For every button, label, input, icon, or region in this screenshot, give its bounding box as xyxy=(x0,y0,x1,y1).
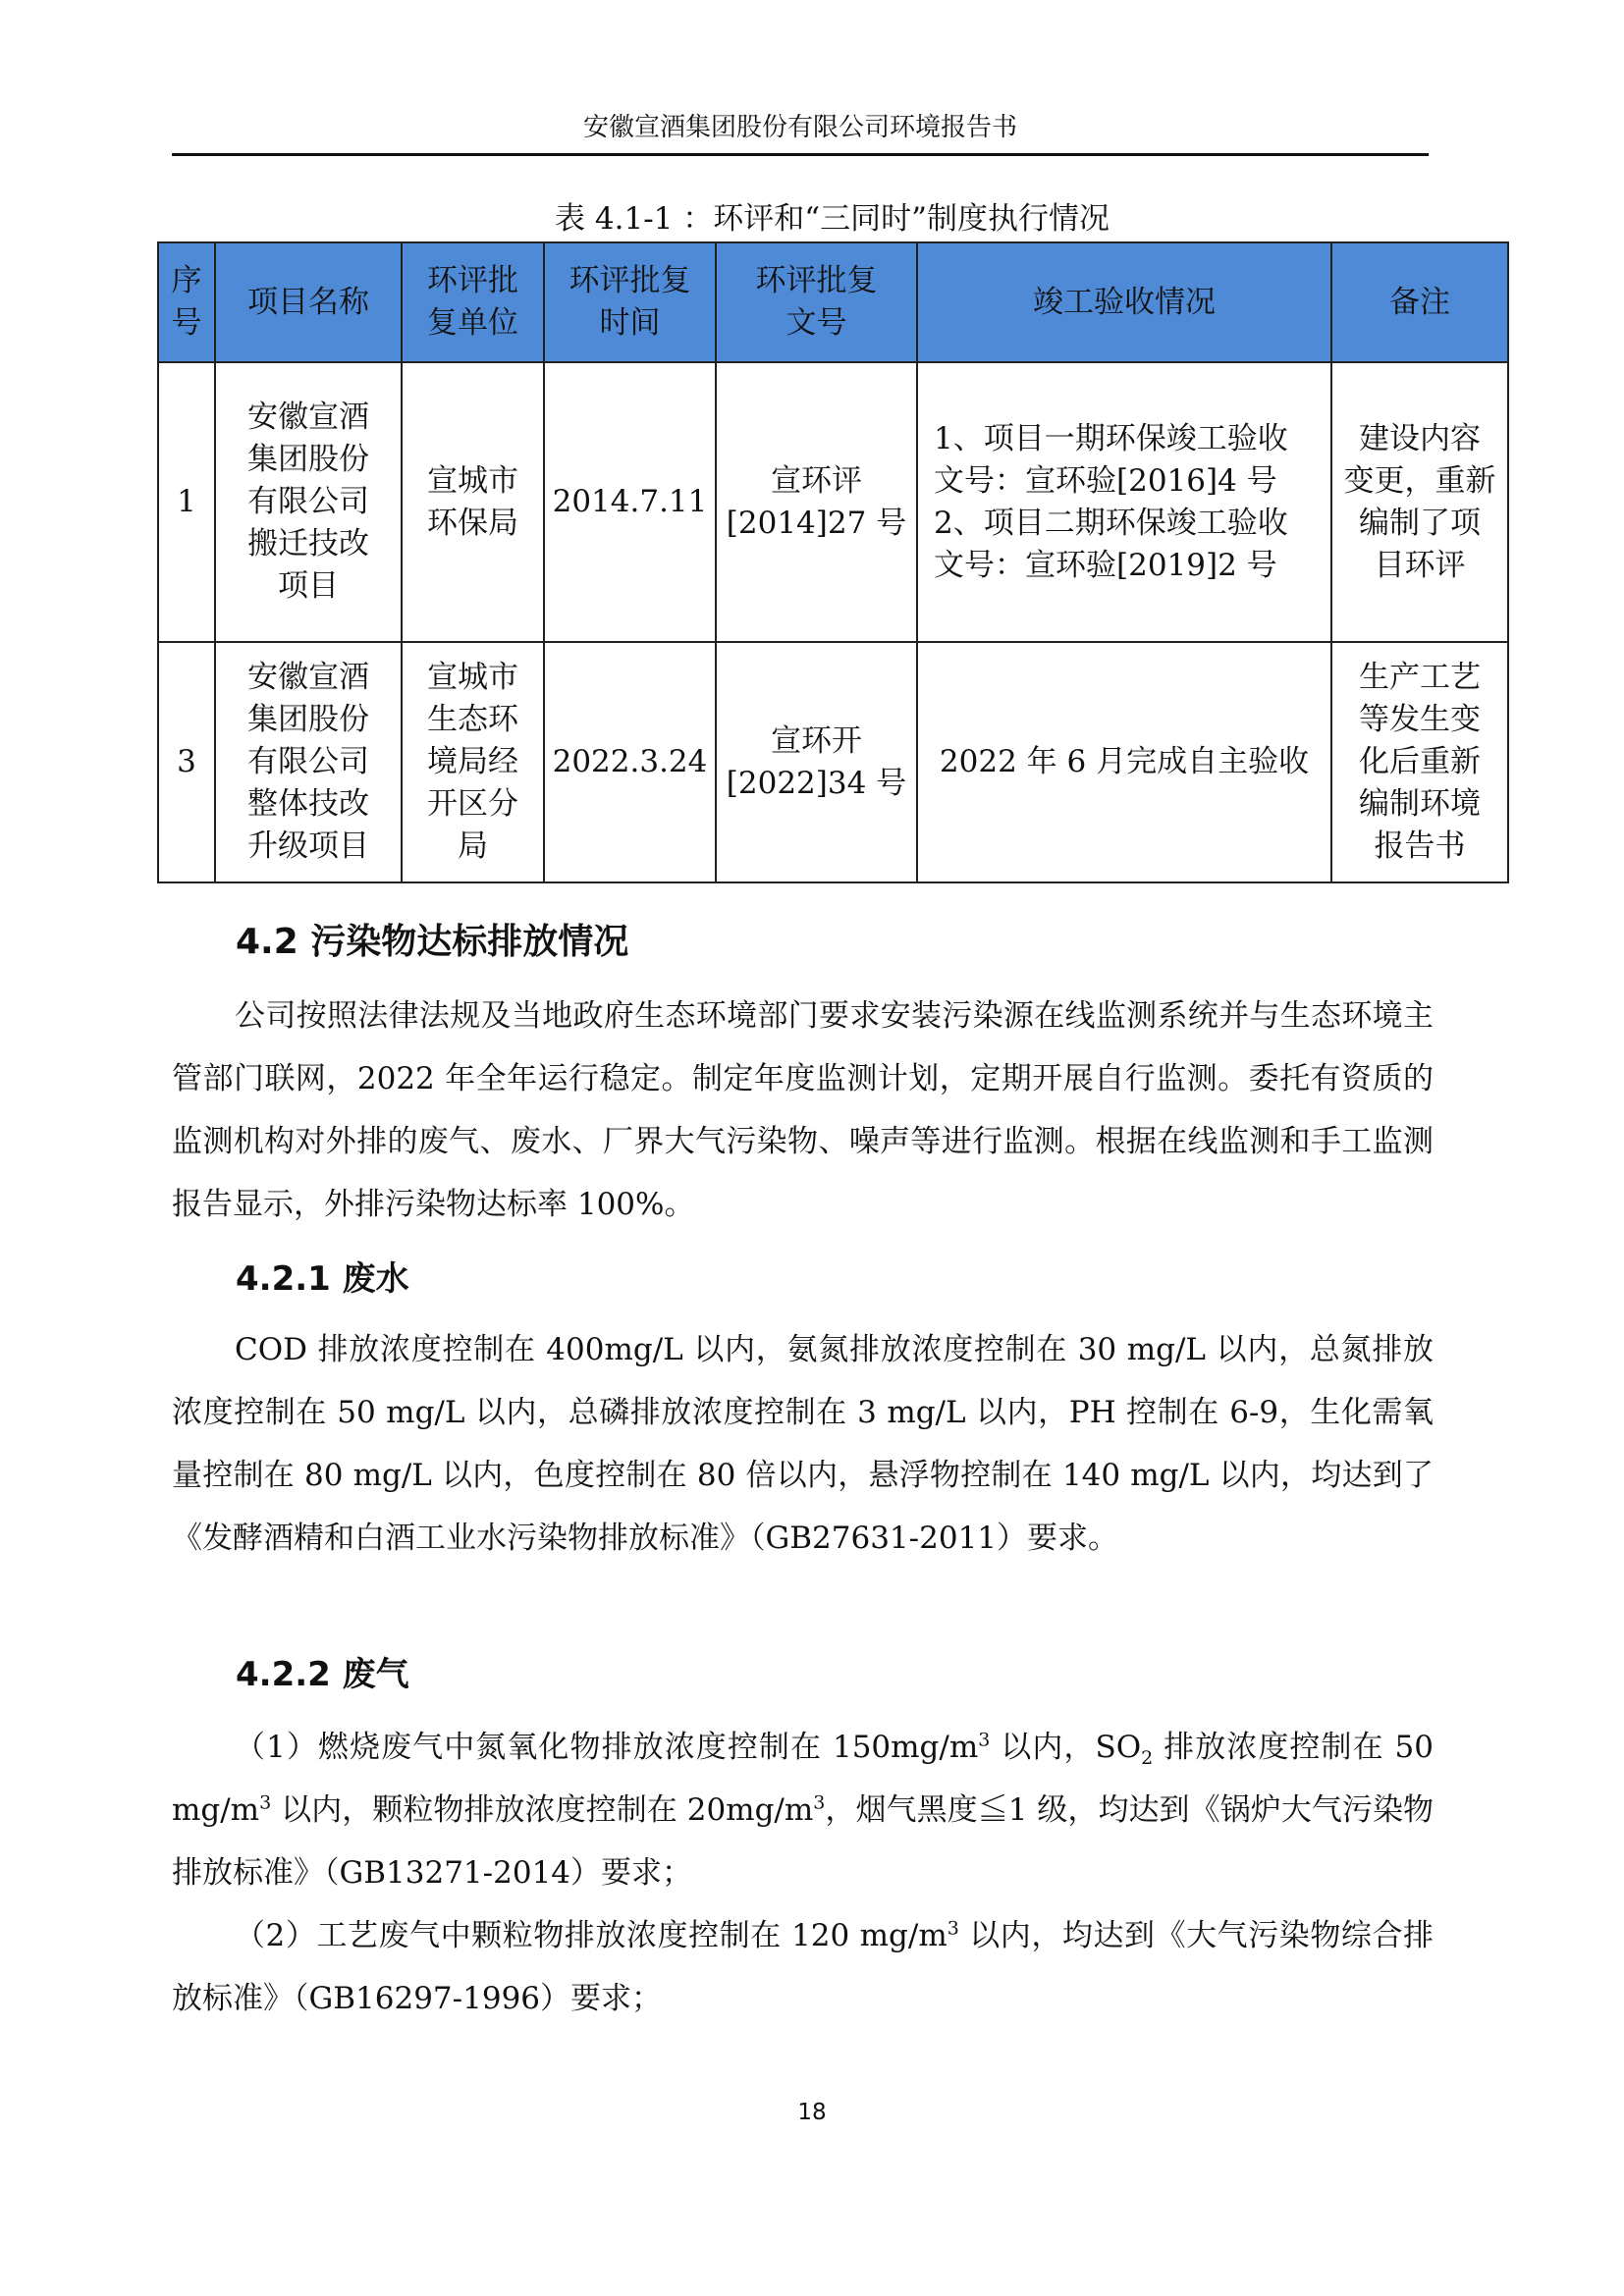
col-header-line: 序 xyxy=(171,263,202,298)
cell-approval-date: 2022.3.24 xyxy=(544,642,716,882)
col-header-line: 项目名称 xyxy=(247,284,369,320)
cell-line: 生产工艺 xyxy=(1359,660,1481,695)
cell-line: 建设内容 xyxy=(1359,420,1481,456)
col-header-line: 复单位 xyxy=(427,305,518,341)
col-header-line: 环评批复 xyxy=(568,263,691,298)
cell-line: 整体技改 xyxy=(247,786,369,822)
superscript: 3 xyxy=(947,1917,959,1940)
cell-line: 编制环境 xyxy=(1359,786,1481,822)
paragraph-4-2: 公司按照法律法规及当地政府生态环境部门要求安装污染源在线监测系统并与生态环境主管部门联网，2022 年全年运行稳定。制定年度监测计划，定期开展自行监测。委托有资质的监测机构对外排的废气、废水、厂界大气污染物、噪声等进行监测。根据在线监测和手工监测报告显示，外排污染物达标率 100%。 xyxy=(172,998,1434,1222)
col-header-serial xyxy=(158,242,215,362)
cell-line: 有限公司 xyxy=(247,744,369,779)
cell-line: 生态环 xyxy=(427,702,518,737)
col-header-line: 竣工验收情况 xyxy=(1033,284,1216,320)
cell-approval-doc xyxy=(716,642,917,882)
col-header-line: 备注 xyxy=(1389,284,1450,320)
cell-line: 等发生变 xyxy=(1359,702,1481,737)
subscript: 2 xyxy=(1141,1747,1154,1770)
paragraph-4-2-1: COD 排放浓度控制在 400mg/L 以内，氨氮排放浓度控制在 30 mg/L 以内，总氮排放浓度控制在 50 mg/L 以内，总磷排放浓度控制在 3 mg/L 以内，PH 控制在 6-9，生化需氧量控制在 80 mg/L 以内，色度控制在 80 倍以内，悬浮物控制在 140 mg/L 以内，均达到了《发酵酒精和白酒工业水污染物排放标准》（GB27631-2011）要求。 xyxy=(172,1332,1434,1556)
cell-remark xyxy=(1331,642,1508,882)
eia-compliance-table xyxy=(157,241,1509,883)
col-header-approval-unit xyxy=(402,242,544,362)
cell-serial: 1 xyxy=(158,362,215,642)
cell-approval-unit xyxy=(402,642,544,882)
cell-line: 文号：宣环验[2019]2 号 xyxy=(934,547,1277,583)
running-header: 安徽宣酒集团股份有限公司环境报告书 xyxy=(582,113,1017,142)
cell-line: 搬迁技改 xyxy=(247,526,369,561)
table-row xyxy=(158,362,1508,642)
cell-project-name xyxy=(215,362,402,642)
section-heading-4-2: 4.2 污染物达标排放情况 xyxy=(236,922,629,962)
superscript: 3 xyxy=(978,1729,991,1751)
cell-line: 项目 xyxy=(278,568,339,604)
text-run: （1）燃烧废气中氮氧化物排放浓度控制在 150mg/m xyxy=(235,1730,979,1765)
cell-line: [2014]27 号 xyxy=(726,505,907,541)
cell-remark xyxy=(1331,362,1508,642)
cell-approval-doc xyxy=(716,362,917,642)
cell-line: 宣城市 xyxy=(427,462,518,499)
col-header-remark xyxy=(1331,242,1508,362)
col-header-line: 文号 xyxy=(785,305,847,341)
cell-line: 局 xyxy=(458,828,488,864)
col-header-approval-doc xyxy=(716,242,917,362)
col-header-line: 环评批 xyxy=(427,263,518,298)
cell-serial: 3 xyxy=(158,642,215,882)
cell-line: 宣环开 xyxy=(771,722,862,759)
cell-line: 集团股份 xyxy=(247,702,369,737)
text-run: ，烟气黑度≦1 级，均达到《锅炉大气污染物排放标准》（GB13271-2014）要求； xyxy=(172,1792,1434,1891)
text-run: （2）工艺废气中颗粒物排放浓度控制在 120 mg/m xyxy=(235,1918,947,1953)
section-heading-4-2-1: 4.2.1 废水 xyxy=(236,1259,409,1299)
cell-line: [2022]34 号 xyxy=(726,765,907,801)
col-header-acceptance xyxy=(917,242,1331,362)
header-rule xyxy=(172,153,1429,156)
cell-approval-unit xyxy=(402,362,544,642)
cell-line: 升级项目 xyxy=(247,828,369,864)
superscript: 3 xyxy=(813,1791,826,1814)
text-run: 排放浓度控制在 50 mg/m xyxy=(172,1730,1435,1828)
cell-line: 目环评 xyxy=(1374,547,1466,583)
text-run: 以内，颗粒物排放浓度控制在 20mg/m xyxy=(271,1792,814,1828)
cell-line: 文号：宣环验[2016]4 号 xyxy=(934,462,1277,499)
cell-line: 开区分 xyxy=(427,786,518,822)
text-run: 以内，SO xyxy=(990,1730,1142,1765)
cell-approval-date: 2014.7.11 xyxy=(544,362,716,642)
paragraph-4-2-2-item-2 xyxy=(172,1904,1434,2030)
section-heading-4-2-2: 4.2.2 废气 xyxy=(236,1655,409,1694)
cell-project-name xyxy=(215,642,402,882)
cell-line: 集团股份 xyxy=(247,442,369,477)
table-caption: 表 4.1-1 ：环评和“三同时”制度执行情况 xyxy=(555,201,1110,237)
col-header-line: 时间 xyxy=(599,305,661,341)
page-number: 18 xyxy=(797,2100,827,2125)
cell-line: 化后重新 xyxy=(1359,744,1481,779)
col-header-project-name xyxy=(215,242,402,362)
cell-acceptance xyxy=(917,642,1331,882)
cell-line: 2022 年 6 月完成自主验收 xyxy=(939,744,1310,779)
col-header-line: 环评批复 xyxy=(755,263,878,298)
text-run: 以内，均达到《大气污染物综合排放标准》（GB16297-1996）要求； xyxy=(172,1918,1434,2016)
cell-acceptance xyxy=(917,362,1331,642)
col-header-line: 号 xyxy=(171,305,202,341)
col-header-approval-date xyxy=(544,242,716,362)
table-row xyxy=(158,642,1508,882)
cell-line: 变更，重新 xyxy=(1343,462,1496,499)
cell-line: 安徽宣酒 xyxy=(247,400,369,435)
cell-line: 编制了项 xyxy=(1359,505,1481,541)
cell-line: 2、项目二期环保竣工验收 xyxy=(934,505,1288,541)
superscript: 3 xyxy=(259,1791,272,1814)
cell-line: 宣城市 xyxy=(427,660,518,695)
cell-line: 1、项目一期环保竣工验收 xyxy=(934,420,1288,456)
cell-line: 有限公司 xyxy=(247,484,369,519)
cell-line: 环保局 xyxy=(427,505,518,541)
cell-line: 境局经 xyxy=(427,744,518,779)
cell-line: 报告书 xyxy=(1374,828,1466,864)
cell-line: 宣环评 xyxy=(771,462,862,499)
paragraph-4-2-2-item-1 xyxy=(172,1716,1434,1904)
cell-line: 安徽宣酒 xyxy=(247,660,369,695)
table-header-row xyxy=(158,242,1508,362)
